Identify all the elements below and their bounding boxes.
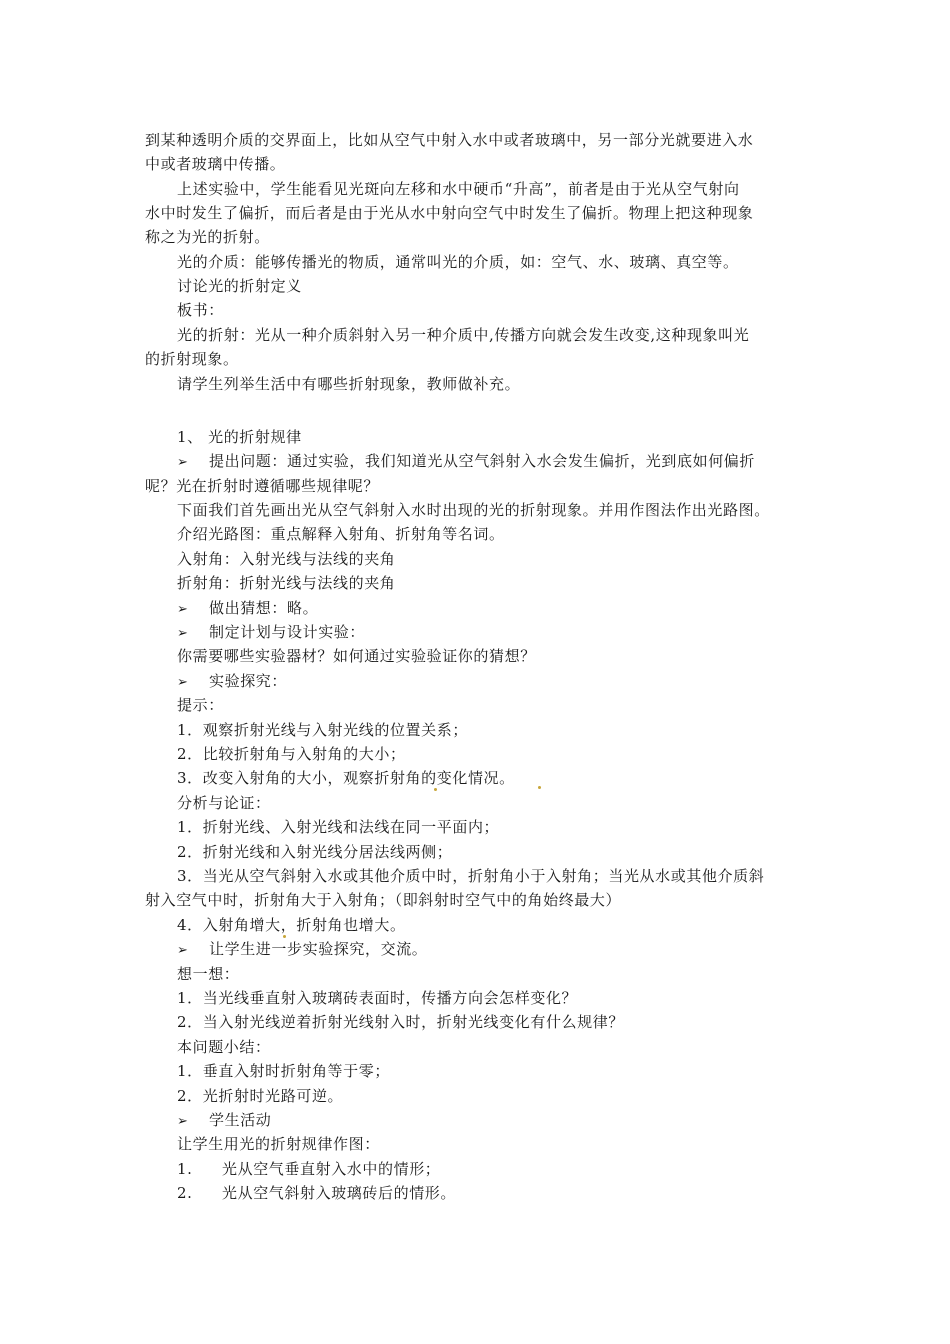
arrow-bullet-icon: ➢ [177, 943, 189, 958]
arrow-bullet-icon: ➢ [177, 602, 189, 617]
list-number: 2. [177, 1184, 193, 1202]
text-line: 实验探究： [209, 672, 288, 690]
text-line: 的折射现象。 [145, 350, 239, 368]
bullet-item [177, 937, 427, 963]
text-line: 称之为光的折射。 [145, 228, 270, 246]
text-line: 到某种透明介质的交界面上，比如从空气中射入水中或者玻璃中，另一部分光就要进入水 [145, 131, 754, 149]
text-line: 光从空气斜射入玻璃砖后的情形。 [222, 1184, 457, 1202]
list-item: 1．当光线垂直射入玻璃砖表面时，传播方向会怎样变化？ [177, 989, 578, 1007]
list-item [177, 1181, 456, 1205]
text-line: 想一想： [177, 965, 240, 983]
text-line: 呢？光在折射时遵循哪些规律呢？ [145, 477, 380, 495]
list-item: 2．光折射时光路可逆。 [177, 1087, 344, 1105]
text-line: 让学生用光的折射规律作图： [177, 1135, 380, 1153]
text-line: 光的折射：光从一种介质斜射入另一种介质中,传播方向就会发生改变,这种现象叫光 [177, 326, 750, 344]
text-line: 射入空气中时，折射角大于入射角；（即斜射时空气中的角始终最大） [145, 891, 622, 909]
bullet-item [177, 1108, 271, 1134]
list-item: 3．改变入射角的大小，观察折射角的变化情况。 [177, 769, 515, 787]
stray-mark [434, 788, 437, 791]
list-item: 2．比较折射角与入射角的大小； [177, 745, 406, 763]
text-line: 介绍光路图：重点解释入射角、折射角等名词。 [177, 525, 505, 543]
text-line: 你需要哪些实验器材？如何通过实验验证你的猜想？ [177, 647, 536, 665]
section-heading: 1、 光的折射规律 [177, 428, 302, 446]
text-line: 制定计划与设计实验： [209, 623, 366, 641]
text-line: 光从空气垂直射入水中的情形； [222, 1160, 441, 1178]
text-line: 讨论光的折射定义 [177, 277, 302, 295]
text-line: 分析与论证： [177, 794, 271, 812]
stray-mark [538, 786, 541, 789]
text-line: 提出问题：通过实验，我们知道光从空气斜射入水会发生偏折，光到底如何偏折 [209, 452, 756, 470]
bullet-item [177, 669, 287, 695]
list-item: 4．入射角增大，折射角也增大。 [177, 916, 406, 934]
text-line: 提示： [177, 696, 224, 714]
list-item: 1．观察折射光线与入射光线的位置关系； [177, 721, 468, 739]
list-item: 1．垂直入射时折射角等于零； [177, 1062, 390, 1080]
bullet-item [177, 596, 318, 622]
arrow-bullet-icon: ➢ [177, 675, 189, 690]
list-item: 2．当入射光线逆着折射光线射入时，折射光线变化有什么规律？ [177, 1013, 624, 1031]
list-item: 1．折射光线、入射光线和法线在同一平面内； [177, 818, 500, 836]
text-line: 请学生列举生活中有哪些折射现象，教师做补充。 [177, 375, 521, 393]
bullet-item [177, 449, 755, 475]
text-line: 光的介质：能够传播光的物质，通常叫光的介质，如：空气、水、玻璃、真空等。 [177, 253, 739, 271]
text-line: 做出猜想：略。 [209, 599, 319, 617]
text-line: 学生活动 [209, 1111, 272, 1129]
text-line: 板书： [177, 301, 224, 319]
text-line: 上述实验中，学生能看见光斑向左移和水中硬币“升高”，前者是由于光从空气射向 [177, 180, 740, 198]
text-line: 入射角：入射光线与法线的夹角 [177, 550, 396, 568]
bullet-item [177, 620, 365, 646]
text-line: 折射角：折射光线与法线的夹角 [177, 574, 396, 592]
arrow-bullet-icon: ➢ [177, 1114, 189, 1129]
text-line: 水中时发生了偏折，而后者是由于光从水中射向空气中时发生了偏折。物理上把这种现象 [145, 204, 754, 222]
list-number: 1. [177, 1160, 193, 1178]
list-item: 2．折射光线和入射光线分居法线两侧； [177, 843, 453, 861]
list-item [177, 1157, 440, 1181]
text-line: 下面我们首先画出光从空气斜射入水时出现的光的折射现象。并用作图法作出光路图。 [177, 501, 770, 519]
text-line: 中或者玻璃中传播。 [145, 155, 286, 173]
arrow-bullet-icon: ➢ [177, 626, 189, 641]
list-item: 3．当光从空气斜射入水或其他介质中时，折射角小于入射角；当光从水或其他介质斜 [177, 867, 765, 885]
text-line: 让学生进一步实验探究，交流。 [209, 940, 428, 958]
text-line: 本问题小结： [177, 1038, 271, 1056]
arrow-bullet-icon: ➢ [177, 455, 189, 470]
